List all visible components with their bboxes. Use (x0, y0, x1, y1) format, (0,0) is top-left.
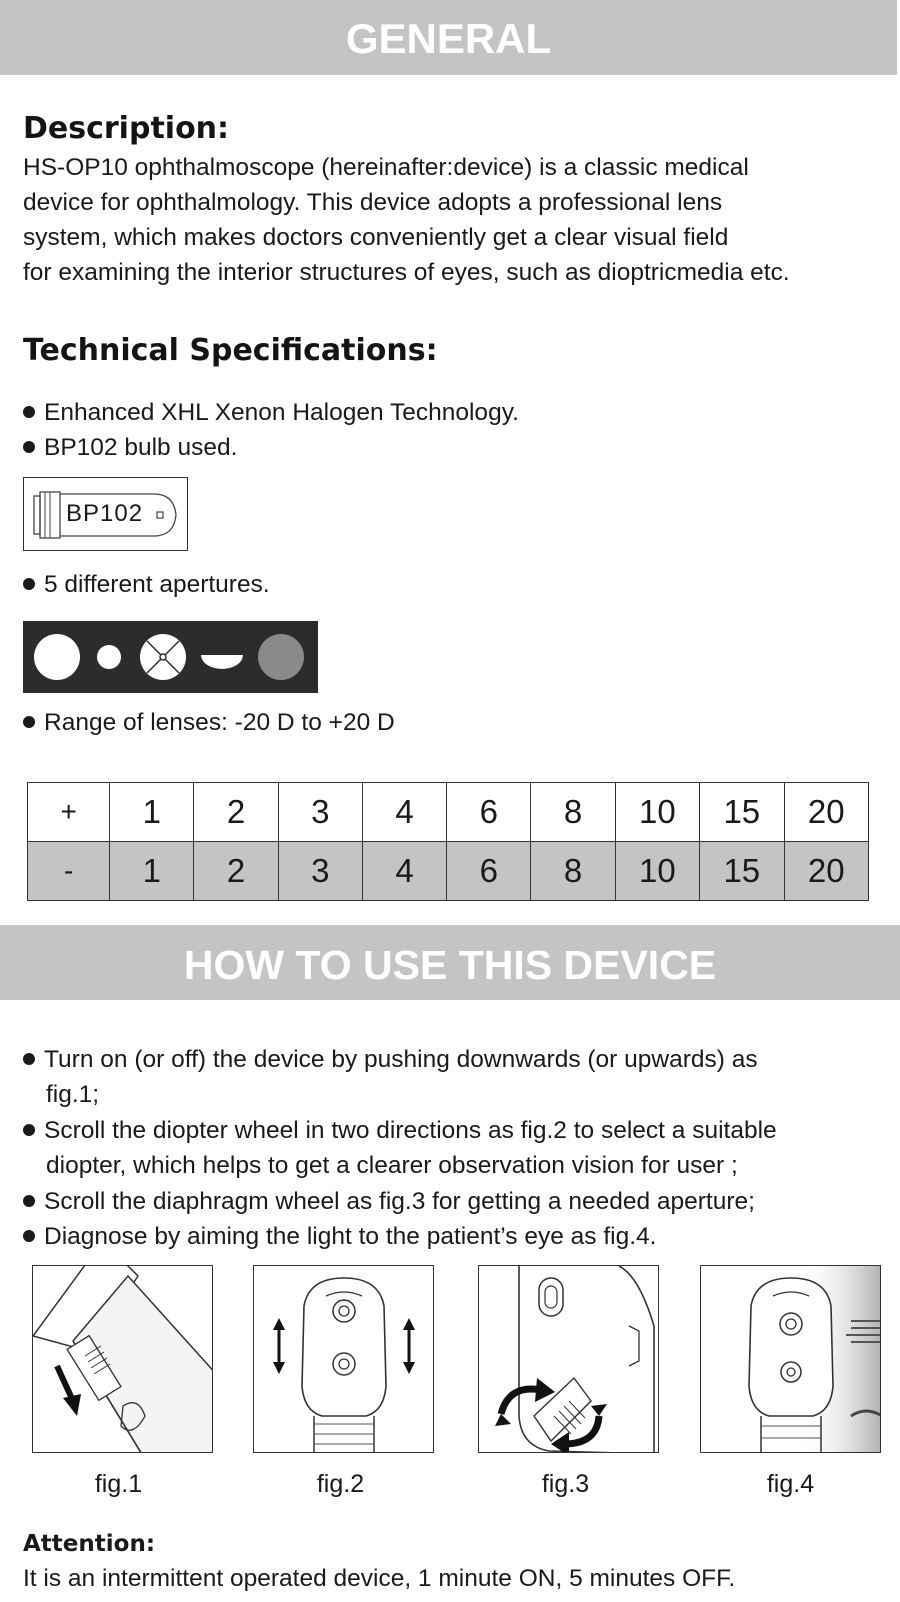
bulb-label: BP102 (66, 500, 144, 527)
usage-step-1: Turn on (or off) the device by pushing downwards (or upwards) as (23, 1042, 758, 1077)
bulb-illustration (23, 477, 188, 551)
description-heading: Description: (23, 111, 230, 146)
usage-step-3: Scroll the diaphragm wheel as fig.3 for getting a needed aperture; (23, 1184, 755, 1219)
table-row-plus (28, 783, 869, 842)
table-cell: 15 (700, 783, 784, 842)
table-cell: 8 (531, 783, 615, 842)
eye-examination-icon (701, 1266, 881, 1453)
table-row-minus (28, 842, 869, 901)
bullet-dot-icon (23, 578, 35, 590)
spec-bullet-xhl: Enhanced XHL Xenon Halogen Technology. (23, 395, 519, 430)
table-cell: 10 (615, 842, 699, 901)
table-cell: 20 (784, 842, 868, 901)
table-cell: 1 (110, 842, 194, 901)
usage-step-2-cont: diopter, which helps to get a clearer observation vision for user ; (46, 1152, 738, 1179)
bullet-dot-icon (23, 406, 35, 418)
usage-step-2: Scroll the diopter wheel in two directions as fig.2 to select a suitable (23, 1113, 777, 1148)
table-cell: 6 (447, 783, 531, 842)
figure-4 (700, 1265, 881, 1453)
diaphragm-wheel-icon (479, 1266, 659, 1453)
table-cell: 1 (110, 783, 194, 842)
apertures-icon (23, 621, 318, 693)
usage-step-4: Diagnose by aiming the light to the patient’s eye as fig.4. (23, 1219, 656, 1254)
description-line-4: for examining the interior structures of eyes, such as dioptricmedia etc. (23, 259, 790, 286)
table-cell: 6 (447, 842, 531, 901)
spec-bullet-apertures: 5 different apertures. (23, 567, 270, 602)
how-to-use-banner: HOW TO USE THIS DEVICE (0, 925, 900, 1000)
figure-2 (253, 1265, 434, 1453)
apertures-illustration (23, 621, 318, 693)
description-line-1: HS-OP10 ophthalmoscope (hereinafter:device) is a classic medical (23, 154, 749, 181)
table-cell: 20 (784, 783, 868, 842)
table-cell: 15 (700, 842, 784, 901)
table-cell: 2 (194, 842, 278, 901)
description-line-2: device for ophthalmology. This device adopts a professional lens (23, 189, 723, 216)
power-switch-icon (33, 1266, 213, 1453)
bullet-dot-icon (23, 441, 35, 453)
diopter-wheel-icon (254, 1266, 434, 1453)
description-line-3: system, which makes doctors conveniently get a clear visual field (23, 224, 729, 251)
figure-1 (32, 1265, 213, 1453)
figure-3-caption: fig.3 (541, 1470, 590, 1498)
table-cell: 3 (278, 842, 362, 901)
usage-step-1-cont: fig.1; (46, 1081, 100, 1108)
minus-sign-cell: - (28, 842, 110, 901)
bullet-dot-icon (23, 1230, 35, 1242)
bullet-dot-icon (23, 1124, 35, 1136)
figure-2-caption: fig.2 (316, 1470, 365, 1498)
table-cell: 4 (362, 842, 446, 901)
figure-3 (478, 1265, 659, 1453)
lens-range-table (27, 782, 869, 901)
spec-bullet-lenses: Range of lenses: -20 D to +20 D (23, 705, 395, 740)
spec-bullet-bulb: BP102 bulb used. (23, 430, 237, 465)
table-cell: 10 (615, 783, 699, 842)
table-cell: 3 (278, 783, 362, 842)
plus-sign-cell: + (28, 783, 110, 842)
attention-heading: Attention: (23, 1531, 156, 1557)
table-cell: 4 (362, 783, 446, 842)
figure-1-caption: fig.1 (94, 1470, 143, 1498)
bullet-dot-icon (23, 716, 35, 728)
bullet-dot-icon (23, 1195, 35, 1207)
attention-text: It is an intermittent operated device, 1 minute ON, 5 minutes OFF. (23, 1565, 736, 1592)
figure-4-caption: fig.4 (766, 1470, 815, 1498)
bullet-dot-icon (23, 1053, 35, 1065)
general-banner: GENERAL (0, 0, 897, 75)
specs-heading: Technical Specifications: (23, 333, 438, 368)
table-cell: 2 (194, 783, 278, 842)
table-cell: 8 (531, 842, 615, 901)
